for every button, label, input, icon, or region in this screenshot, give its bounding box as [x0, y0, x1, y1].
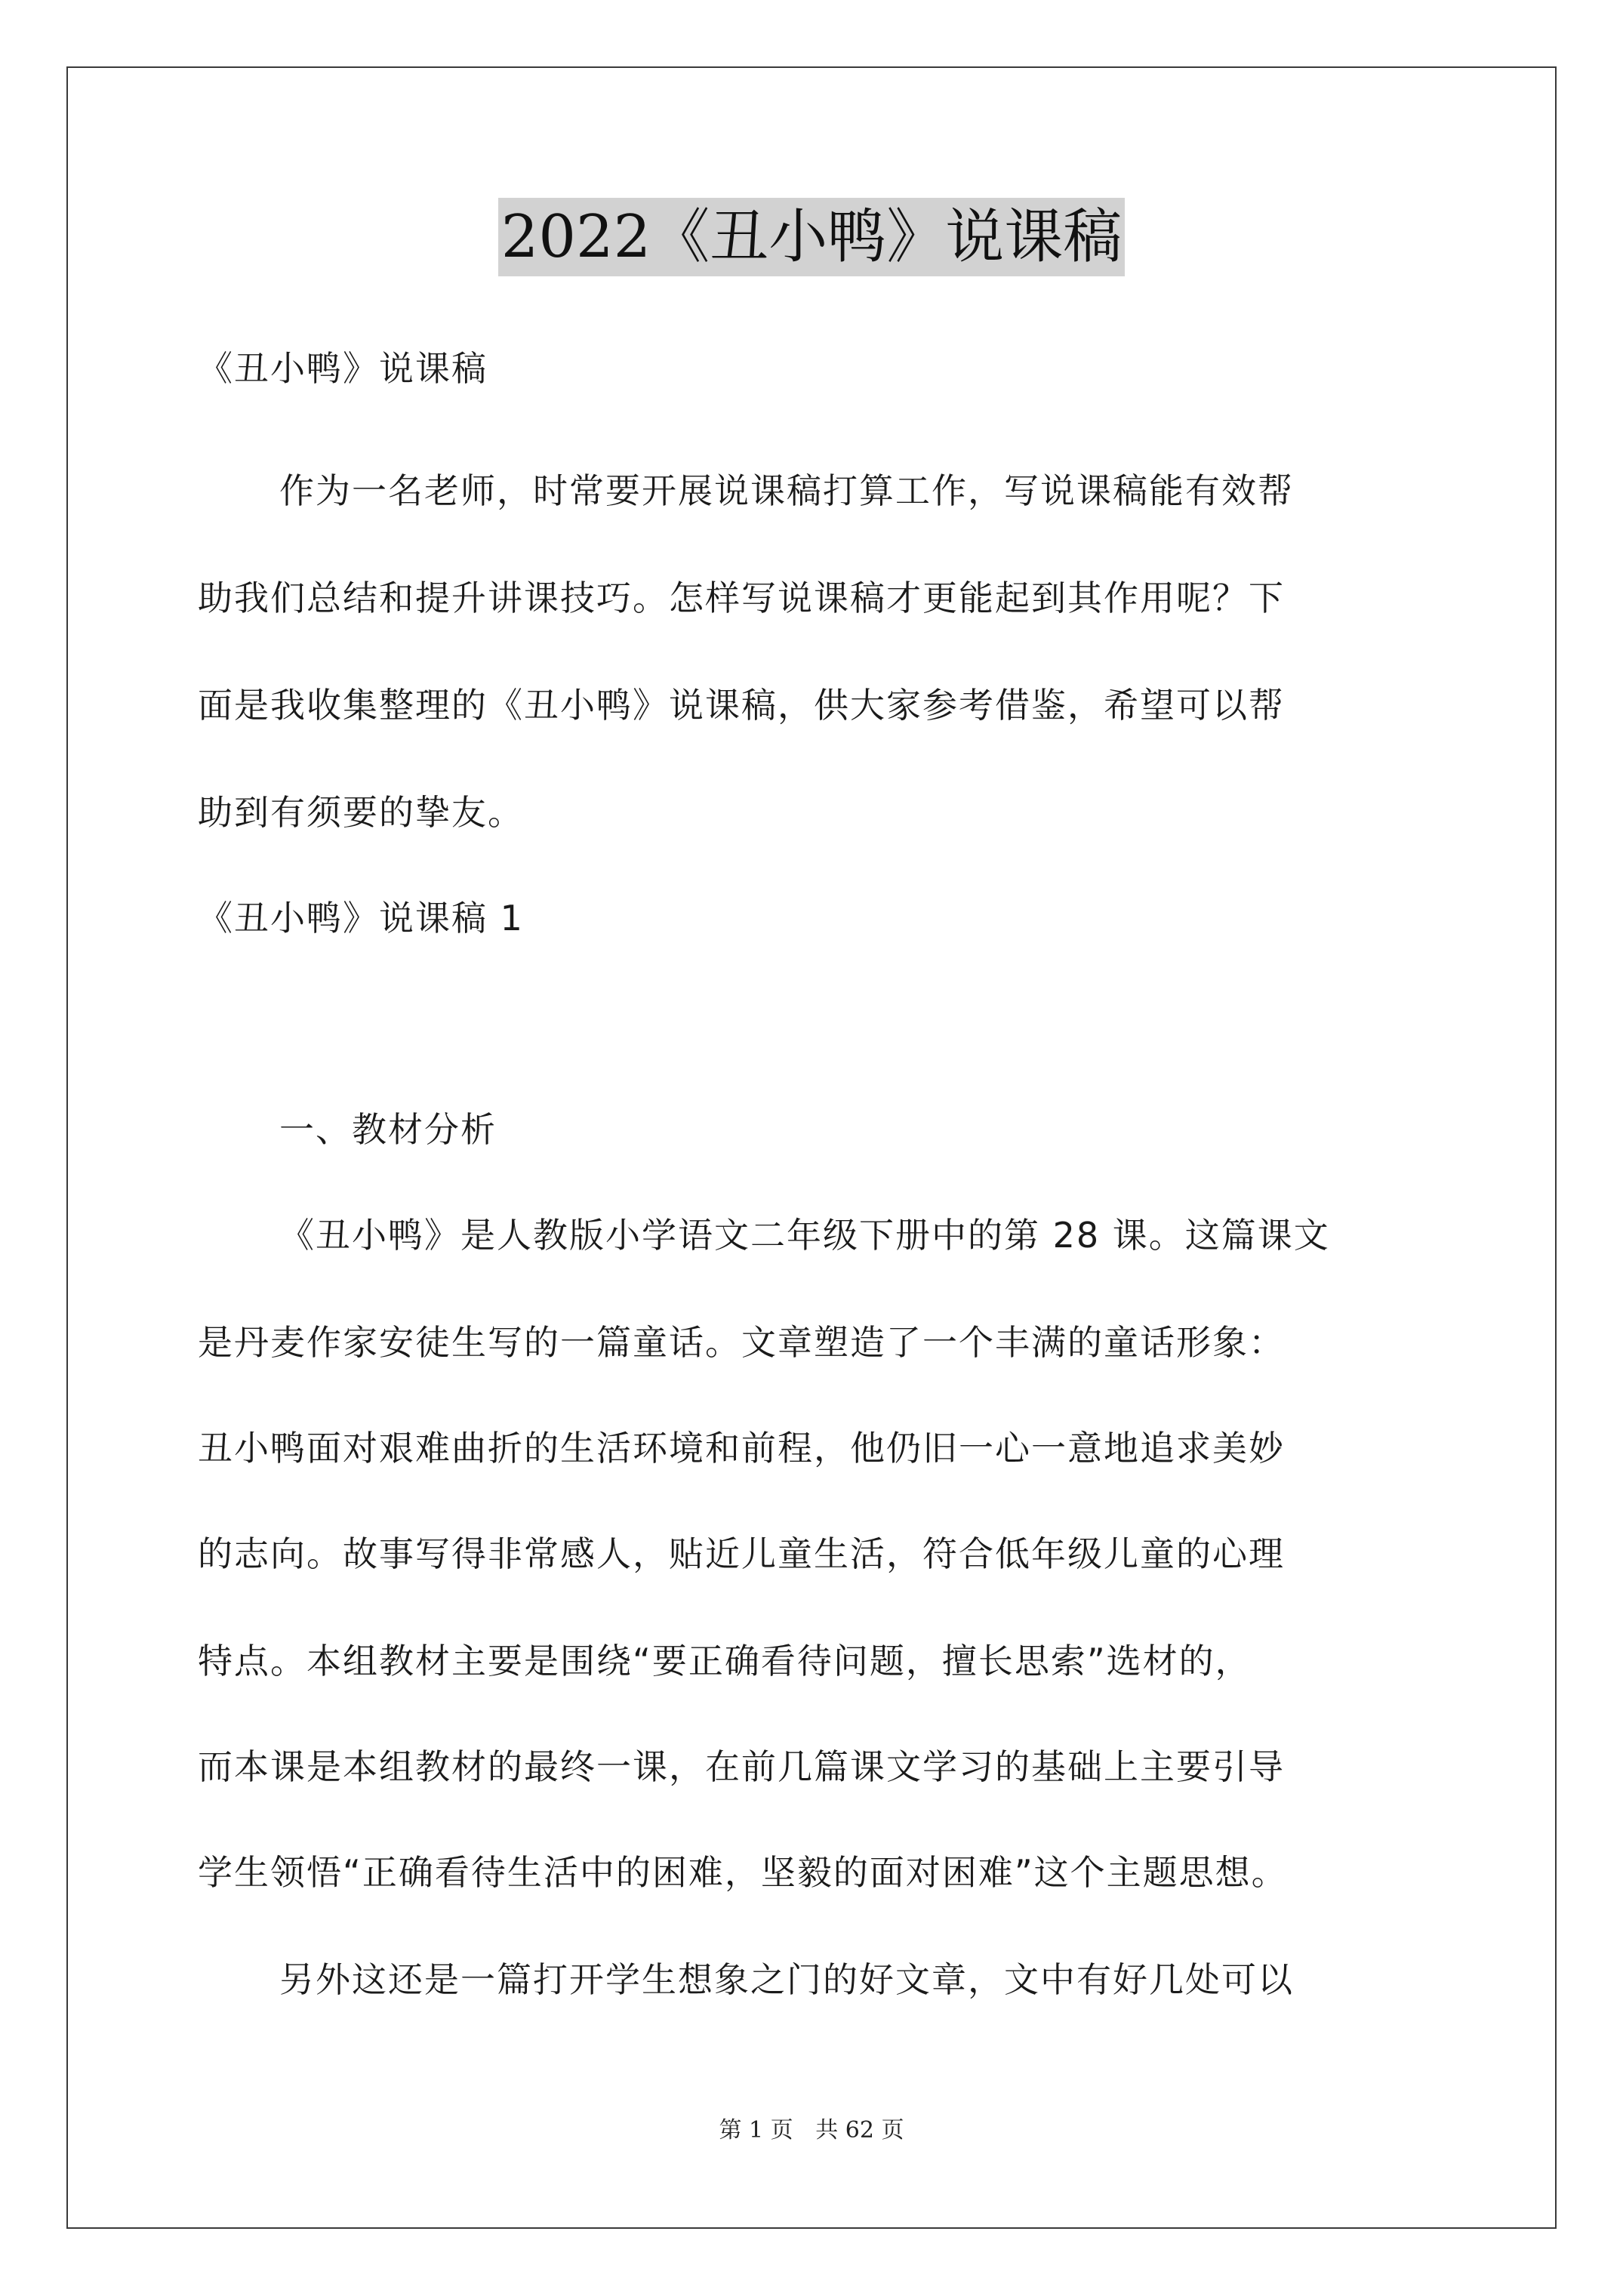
paragraph-line: 学生领悟“正确看待生活中的困难，坚毅的面对困难”这个主题思想。: [198, 1852, 1288, 1893]
document-title: 2022《丑小鸭》说课稿: [498, 198, 1126, 276]
paragraph-line: 而本课是本组教材的最终一课，在前几篇课文学习的基础上主要引导: [198, 1746, 1285, 1787]
section-heading: 《丑小鸭》说课稿 1: [198, 898, 524, 938]
paragraph-line: 《丑小鸭》是人教版小学语文二年级下册中的第 28 课。这篇课文: [279, 1215, 1330, 1256]
page-number: 第 1 页: [719, 2117, 793, 2143]
title-wrap: [0, 198, 1623, 276]
paragraph-line: 的志向。故事写得非常感人，贴近儿童生活，符合低年级儿童的心理: [198, 1533, 1285, 1574]
paragraph-line: 助到有须要的挚友。: [198, 792, 524, 833]
subsection-heading: 一、教材分析: [279, 1109, 497, 1150]
paragraph-line: 作为一名老师，时常要开展说课稿打算工作，写说课稿能有效帮: [279, 470, 1294, 511]
page-footer: [0, 2111, 1623, 2144]
paragraph-line: 面是我收集整理的《丑小鸭》说课稿，供大家参考借鉴，希望可以帮: [198, 685, 1285, 726]
paragraph-line: 丑小鸭面对艰难曲折的生活环境和前程，他仍旧一心一意地追求美妙: [198, 1428, 1285, 1469]
subtitle: 《丑小鸭》说课稿: [198, 348, 488, 389]
paragraph-line: 特点。本组教材主要是围绕“要正确看待问题，擅长思索”选材的，: [198, 1641, 1252, 1681]
paragraph-line: 是丹麦作家安徒生写的一篇童话。文章塑造了一个丰满的童话形象：: [198, 1322, 1285, 1363]
page-total: 共 62 页: [815, 2117, 904, 2143]
paragraph-line: 另外这还是一篇打开学生想象之门的好文章，文中有好几处可以: [279, 1959, 1294, 2000]
paragraph-line: 助我们总结和提升讲课技巧。怎样写说课稿才更能起到其作用呢？下: [198, 578, 1285, 618]
